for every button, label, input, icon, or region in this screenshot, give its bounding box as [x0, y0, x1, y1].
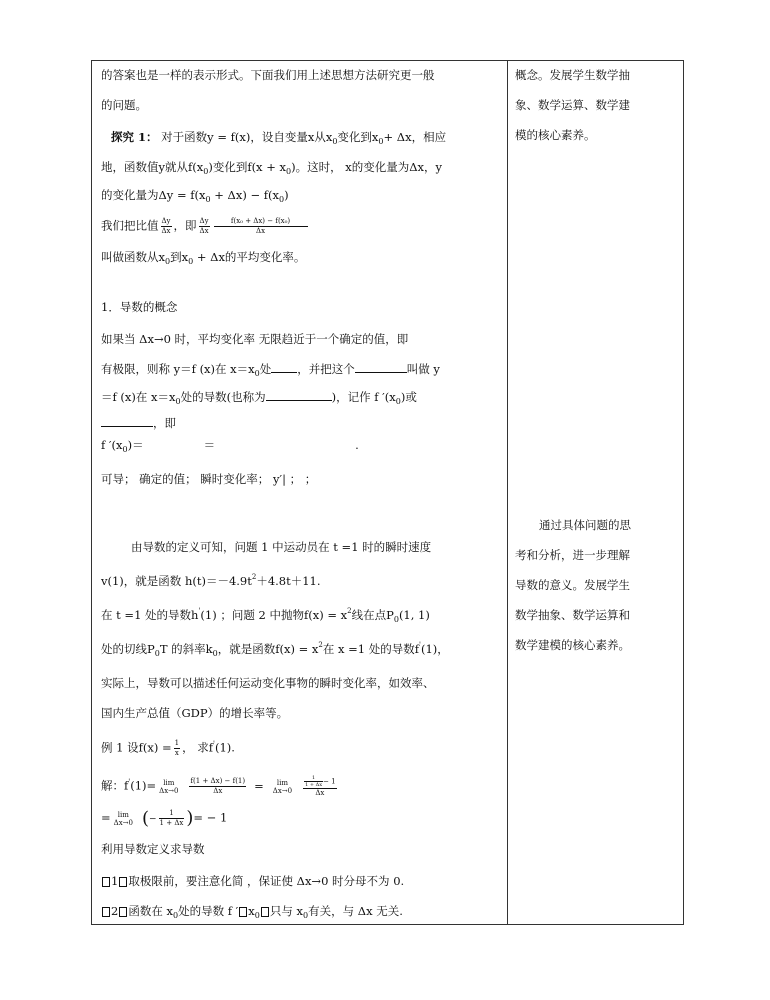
paren-right: )	[186, 807, 194, 829]
text-line	[101, 641, 449, 659]
lim-label: lim	[117, 810, 129, 819]
solution-line-2: = lim Δx→0 (− $\frac{1}{1 + \Delta x}$ )= − 1	[101, 807, 228, 829]
design-intent-line: 概念。发展学生数学抽	[515, 68, 630, 82]
fill-blank[interactable]	[101, 415, 153, 427]
text: 变化到x	[337, 130, 379, 144]
text: ，并把这个	[297, 362, 355, 376]
superscript-prime: '	[213, 739, 215, 748]
fraction-one-over-x	[174, 739, 180, 758]
text: 有极限，则称 y＝f (x)在 x＝x	[101, 362, 255, 376]
section-heading: 1．导数的概念	[101, 300, 178, 314]
exploration-label: 探究 1：	[111, 130, 158, 144]
subscript: 0	[378, 137, 384, 146]
denominator: Δx	[199, 227, 209, 235]
text: =	[254, 778, 264, 793]
fraction-dy-dx	[199, 217, 210, 236]
text: 线在点P	[351, 608, 394, 622]
text-line	[101, 187, 289, 205]
denominator: Δx	[161, 227, 171, 235]
numerator: 1	[159, 809, 185, 819]
subscript: 0	[278, 195, 285, 204]
superscript-prime: '	[128, 777, 131, 786]
text-line: 的问题。	[101, 98, 147, 112]
subscript: 0	[332, 137, 338, 146]
note-title: 利用导数定义求导数	[101, 842, 205, 856]
design-intent-line: 模的核心素养。	[515, 128, 596, 142]
text: ＝	[203, 438, 216, 452]
text: 对于函数y = f(x)，设自变量x从x	[161, 130, 333, 144]
text: 在 x =1 处的导数f	[322, 642, 420, 656]
text-line	[101, 361, 440, 379]
denominator: Δx	[315, 789, 325, 797]
text: 处的切线P	[101, 642, 155, 656]
lesson-table	[91, 60, 684, 925]
bracket-box	[119, 907, 127, 917]
text: 叫做函数从x	[101, 250, 165, 264]
design-intent-line: 导数的意义。发展学生	[515, 578, 630, 592]
text: ，即	[153, 416, 176, 430]
note-2	[101, 903, 403, 921]
text: − 1	[323, 777, 336, 786]
text: (1)，	[420, 642, 449, 656]
text: 处的导数 f ′	[178, 904, 239, 918]
fraction-dy-dx	[161, 217, 172, 236]
superscript-prime: '	[198, 607, 201, 615]
fill-blank[interactable]	[271, 361, 297, 373]
superscript-prime: '	[419, 641, 421, 649]
fill-blank[interactable]	[355, 361, 407, 373]
text: f ′(x	[101, 438, 123, 452]
text-line: 的答案也是一样的表示形式。下面我们用上述思想方法研究更一般	[101, 68, 435, 82]
design-intent-line: 象、数学运算、数学建	[515, 98, 630, 112]
bracket-box	[102, 907, 110, 917]
text: 解：f	[101, 778, 129, 793]
text: 我们把比值	[101, 218, 159, 233]
exploration-1	[101, 129, 446, 147]
numerator: 1	[304, 775, 323, 782]
example-1	[101, 739, 235, 758]
subscript: 0	[165, 257, 171, 266]
text-line	[101, 415, 176, 431]
numerator: f(x₀ + Δx) − f(x₀)	[214, 217, 308, 227]
lim-condition: Δx→0	[159, 786, 179, 795]
superscript: 2	[318, 641, 323, 649]
text: 到x	[170, 250, 189, 264]
text: + Δx的平均变化率。	[193, 250, 306, 264]
numerator: Δy	[161, 217, 171, 225]
numerator: f(1 + Δx) − f(1)	[190, 777, 246, 785]
paren-left: (	[141, 807, 149, 829]
fraction-nested	[303, 775, 337, 798]
bracket-box	[119, 877, 127, 887]
text: 函数在 x	[128, 904, 173, 918]
text: (1) ；问题 2 中抛物f(x) = x	[200, 608, 348, 622]
text-line	[101, 437, 359, 455]
fraction-difference-quotient	[189, 777, 246, 796]
text: =	[101, 810, 111, 825]
limit	[114, 811, 133, 827]
text: 叫做 y	[406, 362, 440, 376]
fill-blank[interactable]	[266, 389, 332, 401]
text: = − 1	[193, 810, 228, 825]
denominator: Δx	[213, 787, 223, 795]
text: ，就是函数f(x) = x	[217, 642, 319, 656]
subscript: 0	[395, 397, 401, 406]
text-line	[101, 573, 321, 591]
text: (1)=	[130, 778, 157, 793]
text: )＝	[127, 438, 144, 452]
subscript: 0	[303, 911, 309, 920]
superscript: 2	[251, 573, 257, 581]
bracket-box	[102, 877, 110, 887]
text: v(1)，就是函数 h(t)＝－4.9t	[101, 574, 252, 588]
text: 2	[111, 904, 119, 918]
numerator	[303, 775, 337, 789]
text: ，即	[173, 218, 197, 233]
text: )	[284, 188, 289, 202]
ratio-line	[101, 217, 310, 236]
note-1	[101, 873, 404, 889]
inner-fraction	[304, 775, 323, 788]
subscript: 0	[154, 649, 160, 658]
limit	[159, 779, 178, 795]
subscript: 0	[393, 615, 399, 624]
fraction-one-over-one-plus-dx	[159, 809, 185, 828]
text-line: 实际上，导数可以描述任何运动变化事物的瞬时变化率，如效率、	[101, 676, 435, 690]
denominator: 1 + Δx	[159, 819, 184, 827]
text-line	[101, 607, 430, 625]
text: )或	[400, 390, 417, 404]
lim-condition: Δx→0	[272, 786, 293, 795]
subscript: 0	[188, 257, 194, 266]
answer-line: 可导； 确定的值； 瞬时变化率； y′| ； ；	[101, 472, 317, 486]
limit	[273, 779, 292, 795]
text: ， 求f	[182, 740, 214, 755]
text: 处	[259, 362, 272, 376]
text: 只与 x	[269, 904, 304, 918]
fraction-average-rate	[214, 217, 308, 236]
text-line: 如果当 Δx→0 时，平均变化率 无限趋近于一个确定的值，即	[101, 332, 409, 346]
lim-label: lim	[163, 778, 175, 787]
text: x	[248, 904, 255, 918]
subscript: 0	[254, 911, 260, 920]
superscript: 2	[347, 607, 352, 615]
lim-label: lim	[276, 778, 288, 787]
solution-line-1	[101, 775, 339, 798]
subscript: 0	[205, 195, 211, 204]
text: .	[355, 438, 359, 452]
design-intent-line: 通过具体问题的思	[539, 518, 631, 532]
numerator: Δy	[199, 217, 209, 225]
text: 地，函数值y就从f(x	[101, 160, 204, 174]
bracket-box	[261, 907, 269, 917]
text: 处的导数(也称为	[180, 390, 266, 404]
subscript: 0	[254, 369, 260, 378]
text: + Δx) − f(x	[210, 188, 279, 202]
design-intent-line: 数学建模的核心素养。	[515, 638, 630, 652]
design-intent-line: 考和分析，进一步理解	[515, 548, 630, 562]
text: )。这时， x的变化量为Δx，y	[291, 160, 442, 174]
text: )变化到f(x + x	[208, 160, 286, 174]
text: )，记作 f ′(x	[331, 390, 396, 404]
column-divider	[507, 61, 508, 924]
bracket-box	[239, 907, 247, 917]
subscript: 0	[175, 397, 181, 406]
text: 例 1 设f(x) =	[101, 740, 172, 755]
text-line: 国内生产总值（GDP）的增长率等。	[101, 706, 289, 720]
text: 取极限前，要注意化简 ，保证使 Δx→0 时分母不为 0.	[128, 874, 405, 888]
text: 在 t =1 处的导数h	[101, 608, 199, 622]
text: + Δx，相应	[383, 130, 447, 144]
text-line	[101, 389, 417, 407]
subscript: 0	[172, 911, 179, 920]
subscript: 0	[122, 445, 128, 454]
text-line: 由导数的定义可知，问题 1 中运动员在 t =1 时的瞬时速度	[131, 540, 432, 554]
design-intent-line: 数学抽象、数学运算和	[515, 608, 630, 622]
lim-condition: Δx→0	[113, 818, 133, 827]
subscript: 0	[212, 649, 218, 658]
denominator: 1 + Δx	[305, 782, 323, 788]
subscript: 0	[285, 167, 292, 176]
text: 1	[111, 874, 119, 888]
text: ＝f (x)在 x＝x	[101, 390, 176, 404]
numerator: 1	[174, 739, 180, 747]
text-line	[101, 249, 305, 267]
subscript: 0	[203, 167, 209, 176]
text: (1).	[214, 740, 235, 755]
text: ＋4.8t＋11.	[256, 574, 321, 588]
text-line	[101, 159, 442, 177]
text: (1, 1)	[398, 608, 430, 622]
denominator: x	[174, 749, 179, 757]
text: T 的斜率k	[159, 642, 213, 656]
denominator: Δx	[256, 227, 266, 235]
text: 有关，与 Δx 无关.	[308, 904, 403, 918]
text: 的变化量为Δy = f(x	[101, 188, 206, 202]
